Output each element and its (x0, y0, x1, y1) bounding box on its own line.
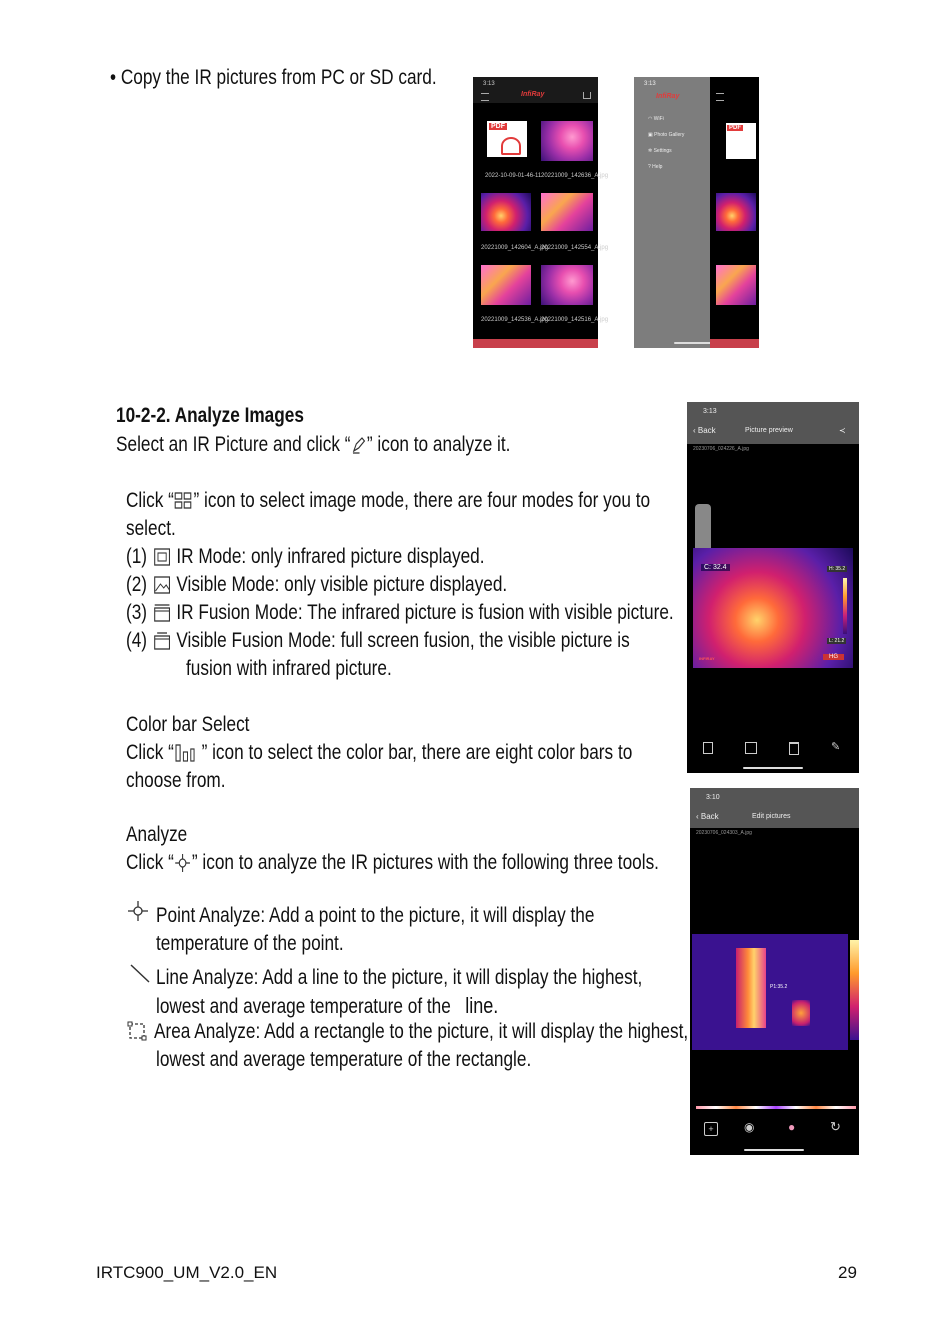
edit-color-scale (850, 940, 859, 1040)
area-icon (126, 1020, 148, 1042)
delete-icon[interactable] (789, 742, 799, 755)
mode-item-2: (2) Visible Mode: only visible picture displayed. (126, 573, 508, 596)
analyze-text: Click “ ” icon to analyze the IR pictures with the following three tools. (126, 851, 659, 874)
analyze-icon (174, 853, 192, 873)
color-bar-text-line2: choose from. (126, 769, 226, 792)
pdf-thumbnail[interactable] (487, 121, 527, 157)
ir-fusion-icon (152, 603, 172, 623)
section-heading: 10-2-2. Analyze Images (116, 404, 304, 427)
share-icon[interactable]: ≺ (839, 426, 846, 435)
thumbnail-behind-1 (716, 193, 756, 231)
preview-screenshot (687, 402, 859, 773)
edit-filename: 20230706_024303_A.jpg (696, 830, 752, 836)
menu-icon[interactable] (481, 93, 489, 101)
pdf-icon: PDF (729, 125, 741, 131)
gallery-time: 3:13 (483, 81, 495, 87)
preview-thermal-image (693, 548, 853, 668)
home-indicator (743, 767, 803, 769)
image-mode-icon (174, 491, 194, 511)
center-temp-label: C: 32.4 (701, 564, 730, 571)
edit-screenshot (690, 788, 859, 1155)
ir-mode-icon (152, 547, 172, 567)
color-bar-icon (174, 743, 197, 763)
copy-step-text: Copy the IR pictures from PC or SD card. (120, 66, 437, 89)
caption-6: 20221009_142516_A.jpg (541, 317, 609, 323)
page-number: 29 (838, 1263, 857, 1282)
menu-time: 3:13 (644, 81, 656, 87)
menu-brand: InfiRay (656, 93, 680, 100)
tool-point-line1: Point Analyze: Add a point to the picture, it will display the (156, 904, 595, 927)
caption-4: 20221009_142554_A.jpg (541, 245, 609, 251)
palette-strip[interactable] (696, 1106, 856, 1109)
thumbnail-2[interactable] (481, 193, 531, 231)
menu-list (648, 111, 684, 175)
thumbnail-1[interactable] (541, 121, 593, 161)
preview-time: 3:13 (703, 408, 717, 415)
pdf-thumbnail (726, 123, 756, 159)
color-bar-title: Color bar Select (126, 713, 250, 736)
back-button[interactable]: ‹ Back (696, 812, 719, 821)
preview-filename: 20230706_024226_A.jpg (693, 446, 749, 452)
menu-item-settings[interactable]: ✲ Settings (648, 148, 672, 154)
preview-header (687, 402, 859, 444)
tool-area-line2: lowest and average temperature of the rectangle. (156, 1048, 532, 1071)
color-scale (843, 578, 847, 634)
gear-icon: ✲ (648, 148, 654, 154)
caption-1: 2022-10-09-01-46-11 (485, 173, 542, 179)
mode-item-3: (3) IR Fusion Mode: The infrared picture is fusion with visible picture. (126, 601, 674, 624)
footer-doc-id: IRTC900_UM_V2.0_EN (96, 1263, 278, 1282)
edit-thermal-image (692, 934, 848, 1050)
rotate-icon[interactable]: ↻ (830, 1119, 841, 1134)
gallery-header (473, 77, 598, 103)
chevron-left-icon: ‹ (693, 426, 698, 435)
mode-item-4-line2: fusion with infrared picture. (186, 657, 392, 680)
preview-title: Picture preview (745, 427, 793, 434)
tool-area-line1: Area Analyze: Add a rectangle to the picture, it will display the highest, (154, 1020, 689, 1043)
thumbnail-3[interactable] (541, 193, 593, 231)
chevron-left-icon: ‹ (696, 812, 701, 821)
section-intro: Select an IR Picture and click “ ” icon to analyze it. (116, 433, 511, 456)
modes-intro: Click “ ” icon to select image mode, there are four modes for you to (126, 489, 651, 512)
bullet: • (110, 66, 117, 89)
warm-object (792, 1000, 810, 1026)
gallery-icon: ▣ (648, 132, 655, 138)
menu-item-gallery[interactable]: ▣ Photo Gallery (648, 132, 685, 138)
side-menu (634, 77, 710, 348)
hot-object (736, 948, 766, 1028)
mode-item-4: (4) Visible Fusion Mode: full screen fusion, the visible picture is (126, 629, 630, 652)
copy-step (110, 64, 437, 92)
caption-2: 20221009_142636_A.jpg (541, 173, 609, 179)
visible-mode-icon (152, 575, 172, 595)
bottom-strip (710, 339, 759, 348)
caption-3: 20221009_142604_A.jpg (481, 245, 549, 251)
thumbnail-behind-2 (716, 265, 756, 305)
preview-toolbar (687, 740, 859, 773)
line-icon (128, 962, 152, 984)
brand-tag: INFIRAY (699, 656, 715, 661)
edit-pen-icon (350, 435, 366, 455)
edit-header (690, 788, 859, 828)
menu-screenshot (634, 77, 759, 348)
edit-toolbar (690, 1118, 859, 1155)
palette-icon[interactable]: ● (788, 1120, 796, 1134)
mode-item-1: (1) IR Mode: only infrared picture displayed. (126, 545, 485, 568)
menu-item-wifi[interactable]: ◠ WiFi (648, 116, 664, 122)
color-bar-text: Click “ ” icon to select the color bar, there are eight color bars to (126, 741, 633, 764)
import-icon[interactable] (583, 92, 591, 99)
gallery-behind (710, 77, 759, 348)
caption-5: 20221009_142536_A.jpg (481, 317, 549, 323)
analyze-title: Analyze (126, 823, 188, 846)
point-icon (126, 900, 150, 922)
point-temp-label: P1:35.2 (770, 984, 788, 990)
edit-time: 3:10 (706, 794, 720, 801)
add-icon[interactable]: + (704, 1122, 718, 1136)
document-icon[interactable] (703, 742, 713, 754)
menu-item-help[interactable]: ? Help (648, 164, 663, 170)
eye-icon[interactable]: ◉ (744, 1120, 755, 1134)
tool-line-line2: lowest and average temperature of the line. (156, 993, 499, 1018)
menu-icon (716, 93, 724, 101)
min-temp-label: L: 21.2 (829, 638, 845, 644)
edit-title: Edit pictures (752, 813, 791, 820)
gallery-brand: InfiRay (521, 91, 545, 98)
thumbnail-5[interactable] (541, 265, 593, 305)
visible-fusion-icon (152, 631, 172, 651)
modes-intro-line2: select. (126, 517, 176, 540)
pdf-icon: PDF (491, 123, 505, 130)
home-indicator (674, 342, 714, 344)
bottom-strip (473, 339, 598, 348)
home-indicator (744, 1149, 804, 1151)
gallery-screenshot (473, 77, 609, 348)
max-temp-label: H: 35.2 (829, 566, 846, 572)
image-mode-icon[interactable] (745, 742, 757, 754)
edit-pen-icon[interactable]: ✎ (831, 741, 841, 753)
wifi-icon: ◠ (648, 116, 654, 122)
range-tag: HG (823, 654, 844, 660)
thumbnail-4[interactable] (481, 265, 531, 305)
tool-line-line1: Line Analyze: Add a line to the picture, it will display the highest, (156, 966, 643, 989)
tool-point-line2: temperature of the point. (156, 932, 344, 955)
help-icon: ? (648, 164, 653, 170)
back-button[interactable]: ‹ Back (693, 426, 716, 435)
acrobat-icon (501, 137, 521, 155)
